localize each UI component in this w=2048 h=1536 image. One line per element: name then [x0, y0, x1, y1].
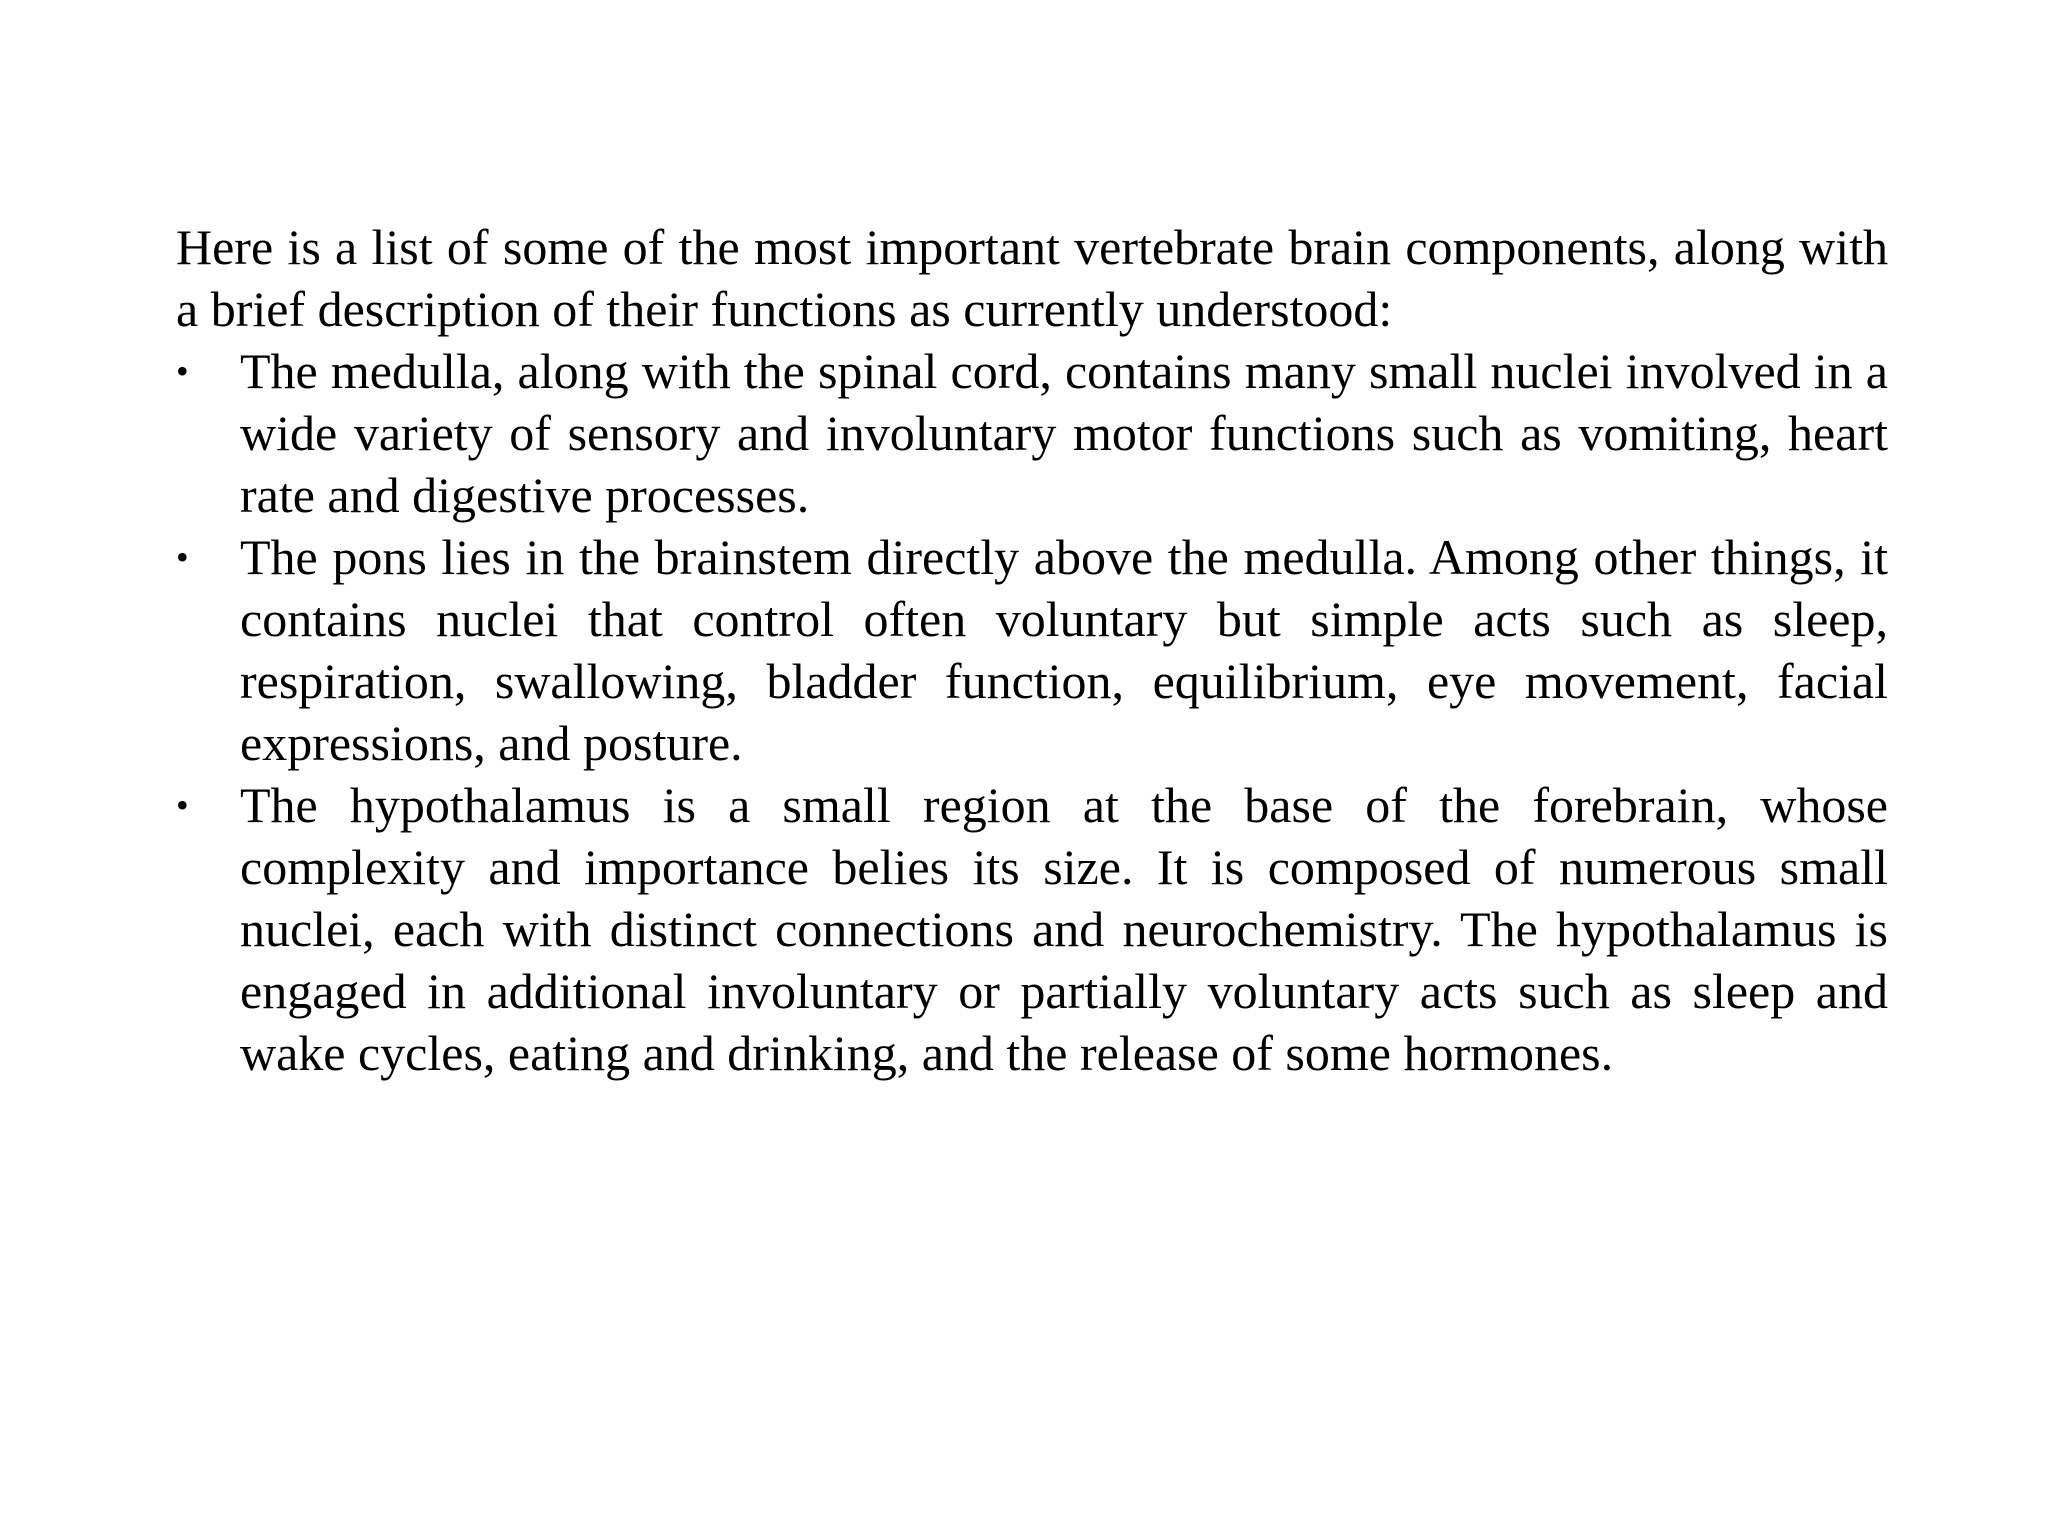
bullet-item-hypothalamus — [176, 774, 1888, 1084]
bullet-item-pons — [176, 526, 1888, 774]
bullet-text-pons: The pons lies in the brainstem directly above the medulla. Among other things, it contains nuclei that control often voluntary but simple acts such as sleep, respiration, swallowing, bladder function, equilibrium, eye movement, facial expressions, and posture. — [240, 529, 1888, 771]
bullet-list — [176, 340, 1888, 1084]
bullet-text-hypothalamus: The hypothalamus is a small region at the base of the forebrain, whose complexity and importance belies its size. It is composed of numerous small nuclei, each with distinct connections and neurochemistry. The hypothalamus is engaged in additional involuntary or partially voluntary acts such as sleep and wake cycles, eating and drinking, and the release of some hormones. — [240, 777, 1888, 1081]
intro-paragraph: Here is a list of some of the most important vertebrate brain components, along with a brief description of their functions as currently understood: — [176, 219, 1888, 337]
bullet-text-medulla: The medulla, along with the spinal cord, contains many small nuclei involved in a wide variety of sensory and involuntary motor functions such as vomiting, heart rate and digestive processes. — [240, 343, 1888, 523]
bullet-icon: • — [176, 351, 189, 391]
bullet-item-medulla — [176, 340, 1888, 526]
bullet-icon: • — [176, 785, 189, 825]
text-body — [176, 216, 1888, 1084]
bullet-icon: • — [176, 537, 189, 577]
